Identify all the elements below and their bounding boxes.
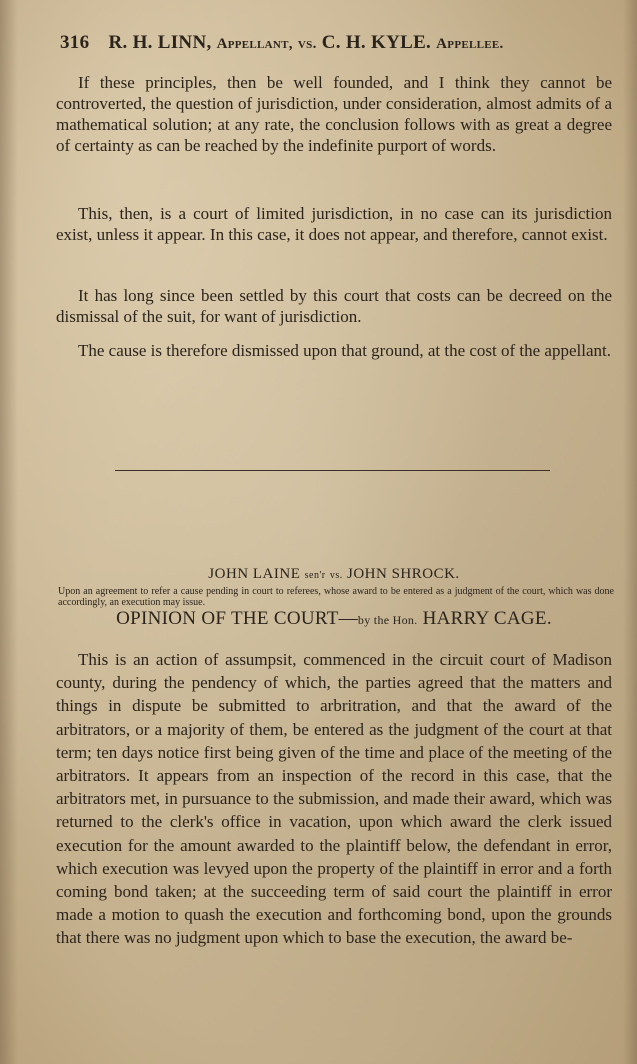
- paragraph-2: This, then, is a court of limited jurisdiction, in no case can its jurisdiction exist, unless it appear. In this case, it does not appear, and therefore, cannot exist.: [56, 204, 612, 244]
- header-appellee: C. H. KYLE.: [321, 32, 432, 53]
- opinion-body: This is an action of assumpsit, commenced in the circuit court of Madison county, during the pendency of which, the parties agreed that the matters and things in dispute be submitted to arbritration, and that the award of the arbitrators, or a majority of them, be entered as the judgment of the court at that term; ten days notice first being given of the time and place of the meeting of the arbitrators. It appears from an inspection of the record in this case, that the arbitrators met, in pursuance to the submission, and made their award, which was returned to the clerk's office in vacation, upon which award the clerk issued execution for the amount awarded to the plaintiff below, the defendant in error, which execution was levyed upon the property of the plaintiff in error and a forth coming bond taken; at the succeeding term of said court the plaintiff in error made a motion to quash the execution and forthcoming bond, upon the grounds that there was no judgment upon which to base the execution, the award be-: [56, 650, 612, 948]
- opinion-by: by the Hon.: [357, 613, 418, 627]
- opinion-label: OPINION OF THE COURT—: [116, 608, 358, 629]
- header-appellant-role: Appellant,: [216, 36, 293, 52]
- case-headnote: Upon an agreement to refer a cause pending in court to referees, whose award to be entered as a judgment of the court, which was done accordingly, an execution may issue.: [58, 586, 614, 608]
- paragraph-4: The cause is therefore dismissed upon that ground, at the cost of the appellant.: [78, 341, 611, 360]
- opinion-heading: [56, 608, 612, 630]
- judge-name: HARRY CAGE.: [422, 608, 552, 629]
- paragraph-3: It has long since been settled by this court that costs can be decreed on the dismissal of the suit, for want of jurisdiction.: [56, 286, 612, 326]
- case-party-a-suffix: sen'r: [304, 570, 326, 581]
- header-appellant: R. H. LINN,: [108, 32, 212, 53]
- case-party-b: JOHN SHROCK.: [347, 566, 460, 582]
- page-number: 316: [60, 32, 90, 53]
- running-header: [60, 32, 620, 54]
- section-divider: [115, 470, 550, 471]
- paragraph-1: If these principles, then be well founded, and I think they cannot be controverted, the question of jurisdiction, under consideration, almost admits of a mathematical solution; at any rate, the conclusion follows with as great a degree of certainty as can be reached by the indefinite purport of words.: [56, 73, 612, 155]
- case-title: [56, 566, 612, 583]
- case-versus: vs.: [329, 570, 343, 581]
- case-party-a: JOHN LAINE: [208, 566, 301, 582]
- header-versus: vs.: [297, 36, 317, 52]
- header-appellee-role: Appellee.: [436, 36, 504, 52]
